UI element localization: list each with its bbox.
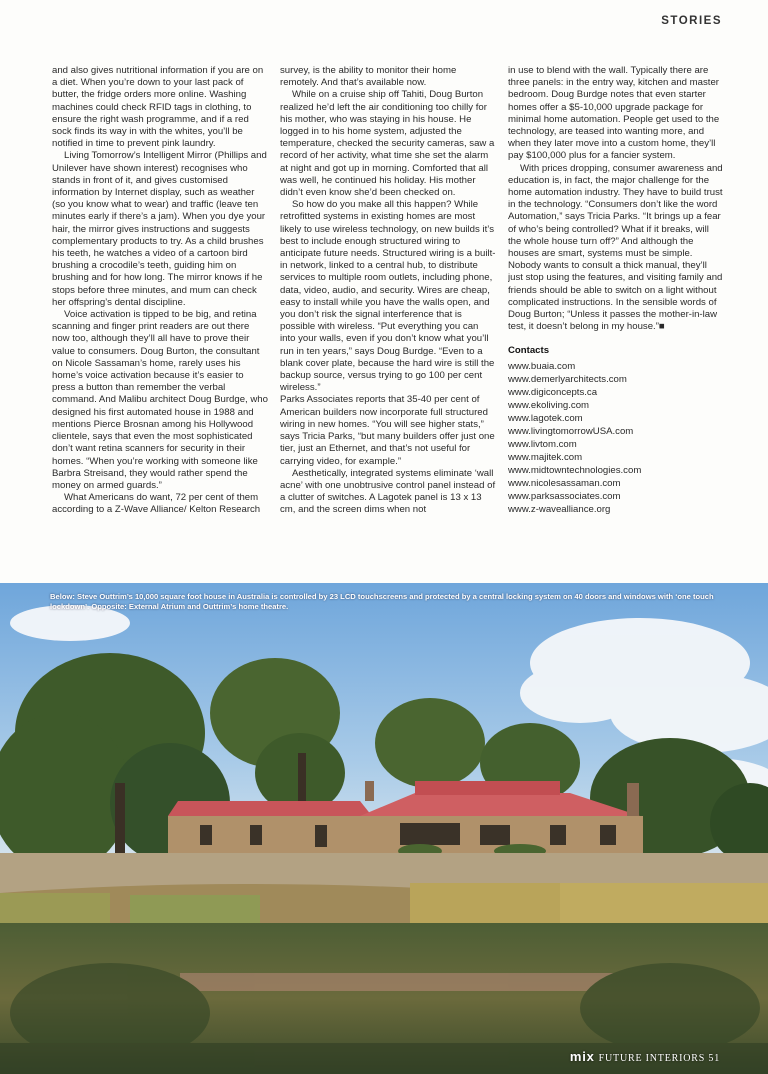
contact-link[interactable]: www.z-wavealliance.org xyxy=(508,503,611,515)
article-column-3 xyxy=(508,65,724,550)
paragraph: Voice activation is tipped to be big, and retina scanning and finger print readers are out there now too, although they’ll all have to prove their value to consumers. Doug Burton, the consultant on Nicole Sassaman’s home, rarely uses his home’s voice activation because it’s easier to press a button than remember the verbal command. And Malibu architect Doug Burdge, who designed his first automated house in 1988 and mentions Pierce Brosnan among his Hollywood clientele, says that even the most sophisticated don’t want retina scanners for security in their homes. “When you’re working with someone like Barbra Streisand, they would rather spend the money on armed guards.” xyxy=(52,309,268,491)
paragraph: Aesthetically, integrated systems eliminate ‘wall acne’ with one unobtrusive control panel instead of a clutter of switches. A Lagotek panel is 13 x 13 cm, and the screen dims when not xyxy=(280,467,496,516)
contact-link[interactable]: www.digiconcepts.ca xyxy=(508,386,598,398)
paragraph: So how do you make all this happen? While retrofitted systems in existing homes are most likely to use wireless technology, on new builds it’s best to include enough structured wiring to anticipate future needs. Structured wiring is a built-in network, linked to a central hub, to distribute services to multiple room outlets, including phone, data, video, audio, and security. Wires are cheap, easy to install while you have the walls open, and you don’t risk the signal interference that is possible with wireless. “Put everything you can into your walls, even if you don’t know what you’ll run in ten years,” says Doug Burdge. “Even to a blank cover plate, because the hard wire is still the backup source, versus trying to go 100 per cent wireless.” xyxy=(280,199,496,394)
contact-link[interactable]: www.livingtomorrowUSA.com xyxy=(508,425,634,437)
contact-link[interactable]: www.lagotek.com xyxy=(508,412,583,424)
contact-link[interactable]: www.parksassociates.com xyxy=(508,490,621,502)
contacts-list xyxy=(508,360,724,516)
paragraph: survey, is the ability to monitor their home remotely. And that’s available now. xyxy=(280,65,457,89)
contact-link[interactable]: www.midtowntechnologies.com xyxy=(508,464,642,476)
footer-section: FUTURE INTERIORS xyxy=(598,1053,706,1064)
paragraph: What Americans do want, 72 per cent of them according to a Z-Wave Alliance/ Kelton Research xyxy=(52,492,261,516)
contacts-heading: Contacts xyxy=(508,345,550,357)
magazine-name: mix xyxy=(569,1049,595,1064)
contact-link[interactable]: www.majitek.com xyxy=(508,451,583,463)
photo-caption: Below: Steve Outtrim’s 10,000 square foot house in Australia is controlled by 23 LCD touchscreens and protected by a central locking system on 40 doors and windows with ‘one touch lockdown’. Opposite: External Atrium and Outtrim’s home theatre. xyxy=(50,592,714,611)
paragraph: and also gives nutritional information if you are on a diet. When you’re down to your last pack of butter, the fridge orders more online. Washing machines could check RFID tags in clothing, to ensure the right wash programme, and if a red sock finds its way in with the whites, you’ll be notified in time to prevent pink laundry. xyxy=(52,65,264,150)
contact-link[interactable]: www.nicolesassaman.com xyxy=(508,477,621,489)
page-footer xyxy=(570,1049,720,1064)
article-body xyxy=(52,65,724,550)
paragraph: While on a cruise ship off Tahiti, Doug Burton realized he’d left the air conditioning too chilly for his mother, who was staying in his house. He logged in to his home system, adjusted the temperature, checked the security cameras, saw a record of her activity, what time she set the alarm at night and got up in morning. Comforted that all was well, he continued his holiday. His mother didn’t even know she’d been checked on. xyxy=(280,89,495,199)
paragraph: Parks Associates reports that 35-40 per cent of American builders now incorporate full structured wiring in new homes. “You will see higher stats,” says Tricia Parks, “but many builders offer just one tier, just an Ethernet, and that’s not useful for carrying video, for example.” xyxy=(280,394,495,467)
contact-link[interactable]: www.buaia.com xyxy=(508,360,576,372)
contact-link[interactable]: www.ekoliving.com xyxy=(508,399,590,411)
house-photo xyxy=(0,583,768,1074)
house-landscape-illustration xyxy=(0,583,768,1074)
contact-link[interactable]: www.demerlyarchitects.com xyxy=(508,373,627,385)
section-label: STORIES xyxy=(661,15,722,27)
article-column-1 xyxy=(52,65,268,550)
contact-link[interactable]: www.livtom.com xyxy=(508,438,577,450)
article-column-2 xyxy=(280,65,496,550)
paragraph: in use to blend with the wall. Typically there are three panels: in the entry way, kitchen and master bedroom. Doug Burdge notes that even starter homes offer a $5-10,000 upgrade package for minimal home automation. People get used to the technology, are teased into wanting more, and when they later move into a custom home, they’ll pay $100,000 plus for a fancier system. xyxy=(508,65,720,162)
page-number: 51 xyxy=(708,1053,720,1064)
paragraph: With prices dropping, consumer awareness and education is, in fact, the major challenge for the home automation industry. They have to build trust in the technology. “Consumers don’t like the word Automation,” says Tricia Parks. “It brings up a fear of who’s being controlled? What if it breaks, will the whole house turn off?” And although the houses are smart, systems must be simple. Nobody wants to consult a thick manual, they’ll just stop using the features, and visiting family and friends should be able to switch on a light without complicated instructions. In the sensible words of Doug Burton; “Unless it passes the mother-in-law test, it doesn’t belong in my house.”■ xyxy=(508,162,723,333)
paragraph: Living Tomorrow’s Intelligent Mirror (Phillips and Unilever have shown interest) recognises who stands in front of it, and gives customised information by Internet display, such as weather (so you know what to wear) and traffic (leave ten minutes early if there’s a jam). When you dye your hair, the mirror gives instructions and suggests complementary products to try. As a child brushes his teeth, he watches a video of a cartoon bird brushing a crocodile’s teeth, guiding him on brushing and for how long. The mirror knows if he stops before three minutes, and mum can check her offspring’s dental discipline. xyxy=(52,150,267,308)
